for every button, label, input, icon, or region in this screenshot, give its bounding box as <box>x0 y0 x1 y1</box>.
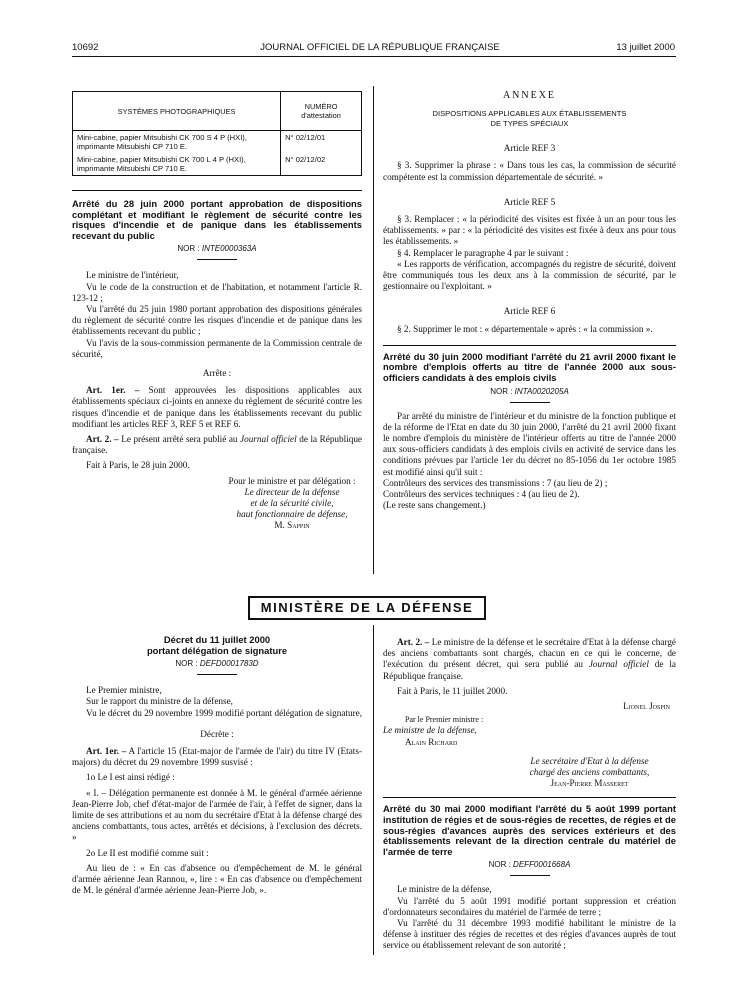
article-2: Art. 2. – Le ministre de la défense et le secrétaire d'Etat à la défense chargé des anciens combattants sont chargés, chacun en ce qui le concerne, de l'exécution du présent décret, qui sera publié au Journal officiel de la République française. <box>383 637 677 681</box>
paragraph: Le ministre de la défense, <box>397 884 492 895</box>
signature-line: et de la sécurité civile, <box>250 498 334 509</box>
annexe-subtitle: DISPOSITIONS APPLICABLES AUX ÉTABLISSEMENTS DE TYPES SPÉCIAUX <box>432 109 627 129</box>
signature-line: Pour le ministre et par délégation : <box>228 475 356 486</box>
column-divider-bottom <box>373 625 374 955</box>
section-rule <box>383 797 676 798</box>
table-cell-number: N° 02/12/02 <box>281 153 362 176</box>
section-rule <box>383 345 676 346</box>
paragraph: Vu le décret du 29 novembre 1999 modifié portant délégation de signature, <box>86 707 363 718</box>
table-cell-number: N° 02/12/01 <box>281 131 362 154</box>
short-rule <box>197 674 237 675</box>
nor-reference: NOR : INTA0020205A <box>490 386 569 396</box>
signature-line: chargé des anciens combattants, <box>529 767 650 778</box>
signatory-name: Alain Richard <box>405 736 458 747</box>
table-cell-system: Mini-cabine, papier Mitsubishi CK 700 L 4 P (HXI), imprimante Mitsubishi CP 710 E. <box>73 153 281 176</box>
signature-line: haut fonctionnaire de défense, <box>236 509 348 520</box>
article-ref6-title: Article REF 6 <box>503 306 556 317</box>
signature-block <box>72 476 362 532</box>
nor-reference: NOR : DEFF0001668A <box>488 860 571 870</box>
paragraph: Vu l'arrêté du 31 décembre 1993 modifié habilitant le ministre de la défense à instituer des régies de recettes et des régies d'avances auprès de tout service ou établissement relevant de son autorité ; <box>383 918 676 951</box>
short-rule <box>510 875 550 876</box>
column-divider <box>373 86 374 574</box>
header-rule <box>72 56 676 57</box>
signature-line: Le ministre de la défense, <box>383 725 477 736</box>
paragraph: § 3. Remplacer : « la périodicité des visites est fixée à un an pour tous les établissements. » par : « la périodicité des visites est fixée à deux ans pour tous les établissements. » <box>383 214 676 247</box>
table-header-systems: SYSTÈMES PHOTOGRAPHIQUES <box>73 92 281 131</box>
ministry-heading: MINISTÈRE DE LA DÉFENSE <box>248 596 486 620</box>
list-item: Contrôleurs des services techniques : 4 (au lieu de 2). <box>383 489 580 500</box>
signature-line: Par le Premier ministre : <box>405 715 484 725</box>
article-1: Art. 1er. – Sont approuvées les dispositions applicables aux établissements spéciaux ci-joints en annexe du règlement de sécurité contre les risques d'incendie et de panique dans les établissements recevant du public modifiant les articles REF 3, REF 5 et REF 6. <box>72 385 363 429</box>
paragraph: Sur le rapport du ministre de la défense, <box>86 696 233 707</box>
table-row <box>73 131 362 154</box>
paragraph: § 3. Supprimer la phrase : « Dans tous les cas, la commission de sécurité compétente est la commission départementale de sécurité. » <box>383 160 676 182</box>
fait-a-paris: Fait à Paris, le 11 juillet 2000. <box>397 685 508 696</box>
arrete-title: Arrêté du 28 juin 2000 portant approbation de dispositions complétant et modifiant le règlement de sécurité contre les risques d'incendie et de panique dans les établissements recevant du public <box>72 198 362 241</box>
article-ref3-title: Article REF 3 <box>503 143 556 154</box>
paragraph: Vu l'avis de la sous-commission permanente de la Commission centrale de sécurité, <box>72 337 362 359</box>
header-date: 13 juillet 2000 <box>616 42 675 53</box>
article-2: Art. 2. – Le présent arrêté sera publié au Journal officiel de la République française. <box>72 434 362 456</box>
paragraph: « I. – Délégation permanente est donnée à M. le général d'armée aérienne Jean-Pierre Job, chef d'état-major de l'armée de l'air, à l'effet de signer, dans la limite de ses attributions et au nom du secrétaire d'Etat à la défense chargé des anciens combattants, tous actes, arrêtés et décisions, à l'exclusion des décrets. » <box>72 787 362 843</box>
nor-reference: NOR : INTE0000363A <box>177 244 257 254</box>
arrete-title: Arrêté du 30 mai 2000 modifiant l'arrêté du 5 août 1999 portant institution de régies et de sous-régies de recettes, de régies et de sous-régies d'avances auprès des services extérieurs et des établissements relevant de la direction centrale du matériel de l'armée de terre <box>383 803 676 857</box>
paragraph: 2o Le II est modifié comme suit : <box>86 847 209 858</box>
decret-title: Décret du 11 juillet 2000 portant délégation de signature <box>146 634 288 656</box>
table-header-row <box>73 92 362 131</box>
paragraph: Vu l'arrêté du 25 juin 1980 portant approbation des dispositions générales du règlement de sécurité contre les risques d'incendie et de panique dans les établissements recevant du public ; <box>72 303 362 337</box>
signature-line: Le secrétaire d'Etat à la défense <box>530 755 649 766</box>
annexe-title: ANNEXE <box>502 90 557 101</box>
signatory-name: M. Sappin <box>274 520 310 531</box>
signatory-name: Lionel Jospin <box>623 701 670 712</box>
paragraph: 1o Le I est ainsi rédigé : <box>86 772 175 783</box>
paragraph: Par arrêté du ministre de l'intérieur et du ministre de la fonction publique et de la réforme de l'Etat en date du 30 juin 2000, l'arrêté du 21 avril 2000 fixant le nombre d'emplois du ministère de l'intérieur offerts au titre de l'année 2000 aux sous-officiers candidats à des emplois civils en activité de service dans les conditions prévues par l'article 1er du décret no 85-1056 du 1er octobre 1985 est modifié ainsi qu'il suit : <box>383 410 676 477</box>
fait-a-paris: Fait à Paris, le 28 juin 2000. <box>86 460 190 471</box>
left-column-bottom <box>72 635 362 896</box>
paragraph: Le ministre de l'intérieur, <box>86 270 179 281</box>
list-item: (Le reste sans changement.) <box>383 500 486 511</box>
paragraph: § 4. Remplacer le paragraphe 4 par le suivant : <box>397 247 569 258</box>
arrete-title: Arrêté du 30 juin 2000 modifiant l'arrêté du 21 avril 2000 fixant le nombre d'emplois offerts au titre de l'année 2000 aux sous-officiers candidats à des emplois civils <box>383 350 676 384</box>
short-rule <box>197 259 237 260</box>
signatory-name: Jean-Pierre Masseret <box>550 778 629 789</box>
paragraph: Le Premier ministre, <box>86 685 162 696</box>
paragraph: « Les rapports de vérification, accompagnés du registre de sécurité, doivent être communiqués tous les deux ans à la commission de sécurité, par le gestionnaire ou l'exploitant. » <box>383 258 676 292</box>
paragraph: Vu le code de la construction et de l'habitation, et notamment l'article R. 123-12 ; <box>72 281 362 303</box>
paragraph: § 2. Supprimer le mot : « départementale » après : « la commission ». <box>397 323 653 334</box>
table-header-number: NUMÉRO d'attestation <box>281 92 362 131</box>
nor-reference: NOR : DEFD0001783D <box>175 659 259 669</box>
right-column-top <box>383 90 676 511</box>
left-column-top <box>72 91 362 532</box>
arrete-word: Arrête : <box>202 368 232 378</box>
right-column-bottom <box>383 637 676 952</box>
section-rule <box>72 190 362 191</box>
article-1: Art. 1er. – A l'article 15 (Etat-major de l'armée de l'air) du titre IV (Etats-majors) du décret du 29 novembre 1999 susvisé : <box>72 746 362 768</box>
decrete-word: Décrète : <box>200 728 234 739</box>
paragraph: Au lieu de : « En cas d'absence ou d'empêchement de M. le général d'armée aérienne Jean Rannou, », lire : « En cas d'absence ou d'empêchement de M. le général d'armée aérienne Jean-Pierre Job, ». <box>72 862 362 896</box>
short-rule <box>510 402 550 403</box>
signature-block <box>383 756 676 790</box>
table-row <box>73 153 362 176</box>
journal-title: JOURNAL OFFICIEL DE LA RÉPUBLIQUE FRANÇAISE <box>260 42 500 53</box>
table-cell-system: Mini-cabine, papier Mitsubishi CK 700 S 4 P (HXI), imprimante Mitsubishi CP 710 E. <box>73 131 281 154</box>
paragraph: Vu l'arrêté du 5 août 1991 modifié portant suppression et création d'ordonnateurs secondaires du matériel de l'armée de terre ; <box>383 895 676 917</box>
photo-systems-table <box>72 91 362 176</box>
signature-line: Le directeur de la défense <box>244 486 340 497</box>
page-number: 10692 <box>72 42 99 53</box>
list-item: Contrôleurs des services des transmissions : 7 (au lieu de 2) ; <box>383 477 608 488</box>
article-ref5-title: Article REF 5 <box>503 196 556 207</box>
